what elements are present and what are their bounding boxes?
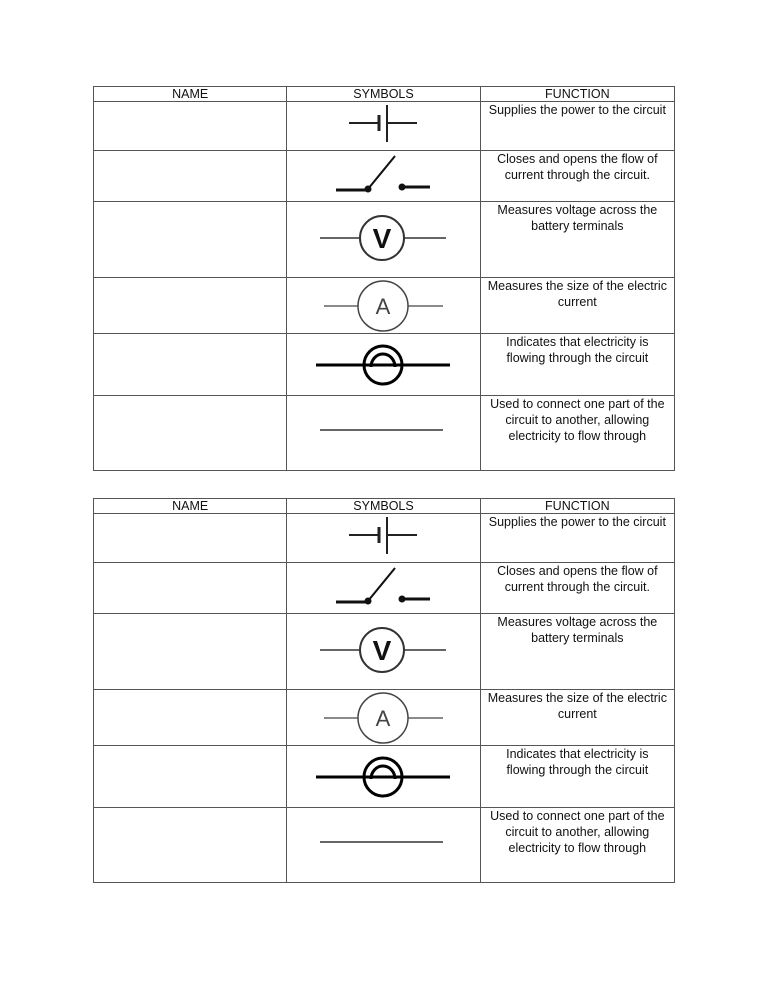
symbol-cell (287, 151, 480, 202)
name-cell[interactable] (94, 614, 287, 690)
function-cell: Measures voltage across the battery terminals (480, 202, 674, 278)
header-row (94, 499, 675, 514)
table-row (94, 690, 675, 746)
lamp-icon (287, 334, 480, 396)
function-cell: Indicates that electricity is flowing through the circuit (480, 334, 674, 396)
name-cell[interactable] (94, 396, 287, 471)
header-name: NAME (94, 87, 287, 102)
table-row (94, 746, 675, 808)
table-row (94, 334, 675, 396)
name-cell[interactable] (94, 151, 287, 202)
wire-icon (287, 396, 480, 471)
function-cell: Supplies the power to the circuit (480, 102, 674, 151)
symbol-cell (287, 614, 480, 690)
symbols-table-1 (93, 86, 675, 471)
symbol-cell (287, 808, 480, 883)
header-row (94, 87, 675, 102)
function-cell: Measures the size of the electric current (480, 278, 674, 334)
function-cell: Measures voltage across the battery terminals (480, 614, 674, 690)
header-name: NAME (94, 499, 287, 514)
voltmeter-icon (287, 202, 480, 278)
lamp-icon (287, 746, 480, 808)
svg-text:V: V (372, 635, 392, 666)
ammeter-icon (287, 278, 480, 334)
voltmeter-icon (287, 614, 480, 690)
symbol-cell (287, 202, 480, 278)
symbol-cell (287, 514, 480, 563)
header-function: FUNCTION (480, 87, 674, 102)
name-cell[interactable] (94, 808, 287, 883)
table-row (94, 396, 675, 471)
header-symbols: SYMBOLS (287, 87, 480, 102)
function-cell: Indicates that electricity is flowing through the circuit (480, 746, 674, 808)
symbol-cell (287, 563, 480, 614)
symbol-cell (287, 396, 480, 471)
symbol-cell (287, 746, 480, 808)
symbol-cell (287, 690, 480, 746)
header-function: FUNCTION (480, 499, 674, 514)
name-cell[interactable] (94, 102, 287, 151)
wire-icon (287, 808, 480, 883)
function-cell: Closes and opens the flow of current through the circuit. (480, 151, 674, 202)
table-row (94, 808, 675, 883)
table-row (94, 278, 675, 334)
name-cell[interactable] (94, 202, 287, 278)
function-cell: Measures the size of the electric current (480, 690, 674, 746)
table-row (94, 102, 675, 151)
cell-battery-icon (287, 102, 480, 151)
name-cell[interactable] (94, 278, 287, 334)
switch-icon (287, 151, 480, 202)
symbols-table-2 (93, 498, 675, 883)
function-cell: Supplies the power to the circuit (480, 514, 674, 563)
table-row (94, 514, 675, 563)
function-cell: Used to connect one part of the circuit to another, allowing electricity to flow through (480, 396, 674, 471)
cell-battery-icon (287, 514, 480, 563)
header-symbols: SYMBOLS (287, 499, 480, 514)
ammeter-icon (287, 690, 480, 746)
table-row (94, 563, 675, 614)
symbol-cell (287, 334, 480, 396)
table-row (94, 202, 675, 278)
switch-icon (287, 563, 480, 614)
name-cell[interactable] (94, 514, 287, 563)
symbol-cell (287, 102, 480, 151)
symbol-cell (287, 278, 480, 334)
table-row (94, 151, 675, 202)
svg-text:A: A (375, 294, 391, 319)
function-cell: Used to connect one part of the circuit to another, allowing electricity to flow through (480, 808, 674, 883)
table-row (94, 614, 675, 690)
function-cell: Closes and opens the flow of current through the circuit. (480, 563, 674, 614)
name-cell[interactable] (94, 746, 287, 808)
name-cell[interactable] (94, 690, 287, 746)
name-cell[interactable] (94, 563, 287, 614)
svg-text:A: A (375, 706, 391, 731)
name-cell[interactable] (94, 334, 287, 396)
svg-text:V: V (372, 223, 392, 254)
